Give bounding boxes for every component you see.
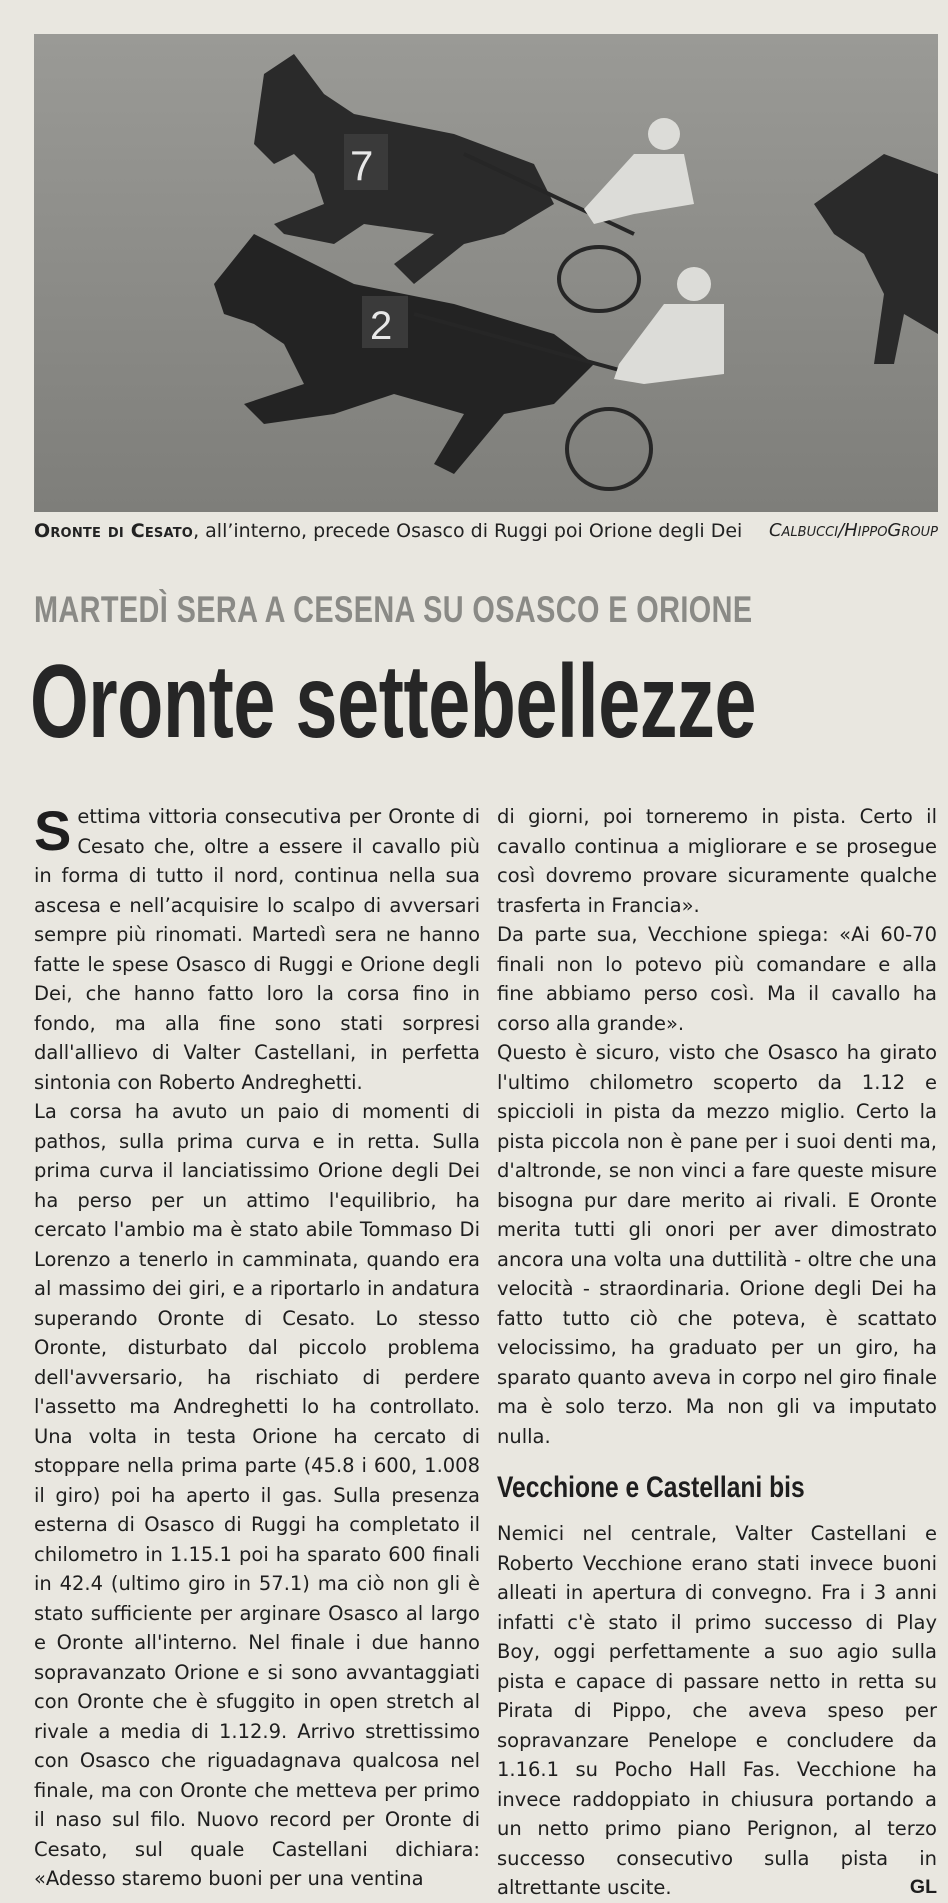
subheading: Vecchione e Castellani bis bbox=[497, 1471, 805, 1504]
headline: Oronte settebellezze bbox=[30, 644, 757, 760]
kicker: MARTEDÌ SERA A CESENA SU OSASCO E ORIONE bbox=[34, 589, 753, 630]
paragraph-6-text: Nemici nel centrale, Valter Castellani e Roberto Vecchione erano stati invece buoni alleati in apertura di convegno. Fra i 3 anni infatti c'è stato il primo successo di Play Boy, oggi perfettamente a suo agio sulla pista e capace di passare netto in retta su Pirata di Pippo, che aveva speso per sopravanzare Penelope e concludere da 1.16.1 su Pocho Hall Fas. Vecchione ha invece raddoppiato in chiusura portando a un netto primo piano Perignon, al terzo successo consecutivo sulla pista in altrettante uscite. bbox=[497, 1522, 937, 1899]
race-photo bbox=[34, 34, 938, 512]
paragraph-3: di giorni, poi torneremo in pista. Certo il cavallo continua a migliorare e se prosegue così dovremo provare sicuramente qualche trasferta in Francia». bbox=[497, 805, 937, 917]
caption-subject: Oronte di Cesato bbox=[34, 520, 194, 542]
horse-number-7: 7 bbox=[350, 142, 374, 189]
horse-number-2: 2 bbox=[370, 304, 393, 348]
paragraph-2: La corsa ha avuto un paio di momenti di pathos, sulla prima curva e in retta. Sulla prima curva il lanciatissimo Orione degli Dei ha perso per un attimo l'equilibrio, ha cercato l'ambio ma è stato abile Tommaso Di Lorenzo a tenerlo in camminata, quando era al massimo dei giri, e a riportarlo in andatura superando Oronte di Cesato. Lo stesso Oronte, disturbato dal piccolo problema dell'avversario, ha rischiato di perdere l'assetto ma Andreghetti lo ha controllato. Una volta in testa Orione ha cercato di stoppare nella prima parte (45.8 i 600, 1.008 il giro) poi ha aperto il gas. Sulla presenza esterna di Osasco di Ruggi ha completato il chilometro in 1.15.1 poi ha sparato 600 finali in 42.4 (ultimo giro in 57.1) ma ciò non gli è stato sufficiente per arginare Osasco al largo e Oronte all'interno. Nel finale i due hanno sopravanzato Orione e si sono avvantaggiati con Oronte che è sfuggito in open stretch al rivale a media di 1.12.9. Arrivo strettissimo con Osasco che riguadagnava qualcosa nel finale, ma con Oronte che metteva per primo il naso sul filo. Nuovo record per Oronte di Cesato, sul quale Castellani dichiara: «Adesso staremo buoni per una ventina bbox=[34, 1100, 480, 1890]
drop-cap: S bbox=[34, 799, 72, 862]
article-column-left bbox=[34, 799, 480, 1894]
paragraph-1 bbox=[34, 799, 480, 1097]
paragraph-6 bbox=[497, 1519, 937, 1903]
photo-credit: Calbucci/HippoGroup bbox=[768, 520, 938, 541]
caption-text: , all’interno, precede Osasco di Ruggi poi Orione degli Dei bbox=[193, 520, 743, 542]
paragraph-4: Da parte sua, Vecchione spiega: «Ai 60-70 finali non lo potevo più comandare e alla fine abbiamo perso così. Ma il cavallo ha corso alla grande». bbox=[497, 923, 937, 1035]
author-signature: GL bbox=[909, 1876, 937, 1898]
paragraph-5: Questo è sicuro, visto che Osasco ha girato l'ultimo chilometro scoperto da 1.12 e spiccioli in pista da mezzo miglio. Certo la pista piccola non è pane per i suoi denti ma, d'altronde, se non vinci a fare queste misure bisogna pur dare merito ai rivali. E Oronte merita tutti gli onori per aver dimostrato ancora una volta una duttilità - oltre che una velocità - straordinaria. Orione degli Dei ha fatto tutto ciò che poteva, è scattato velocissimo, ha graduato per un giro, ha sparato quanto aveva in corpo nel giro finale ma è solo terzo. Ma non gli va imputato nulla. bbox=[497, 1041, 937, 1448]
race-photo-illustration bbox=[34, 34, 938, 512]
article-column-right bbox=[497, 802, 937, 1903]
photo-caption bbox=[34, 518, 938, 544]
paragraph-1-text: ettima vittoria consecutiva per Oronte di Cesato che, oltre a essere il cavallo più in forma di tutto il nord, continua nella sua ascesa e nell’acquisire lo scalpo di avversari sempre più rinomati. Martedì sera ne hanno fatte le spese Osasco di Ruggi e Orione degli Dei, che hanno fatto loro la corsa fino in fondo, ma alla fine sono stati sorpresi dall'allievo di Valter Castellani, in perfetta sintonia con Roberto Andreghetti. bbox=[34, 805, 480, 1094]
